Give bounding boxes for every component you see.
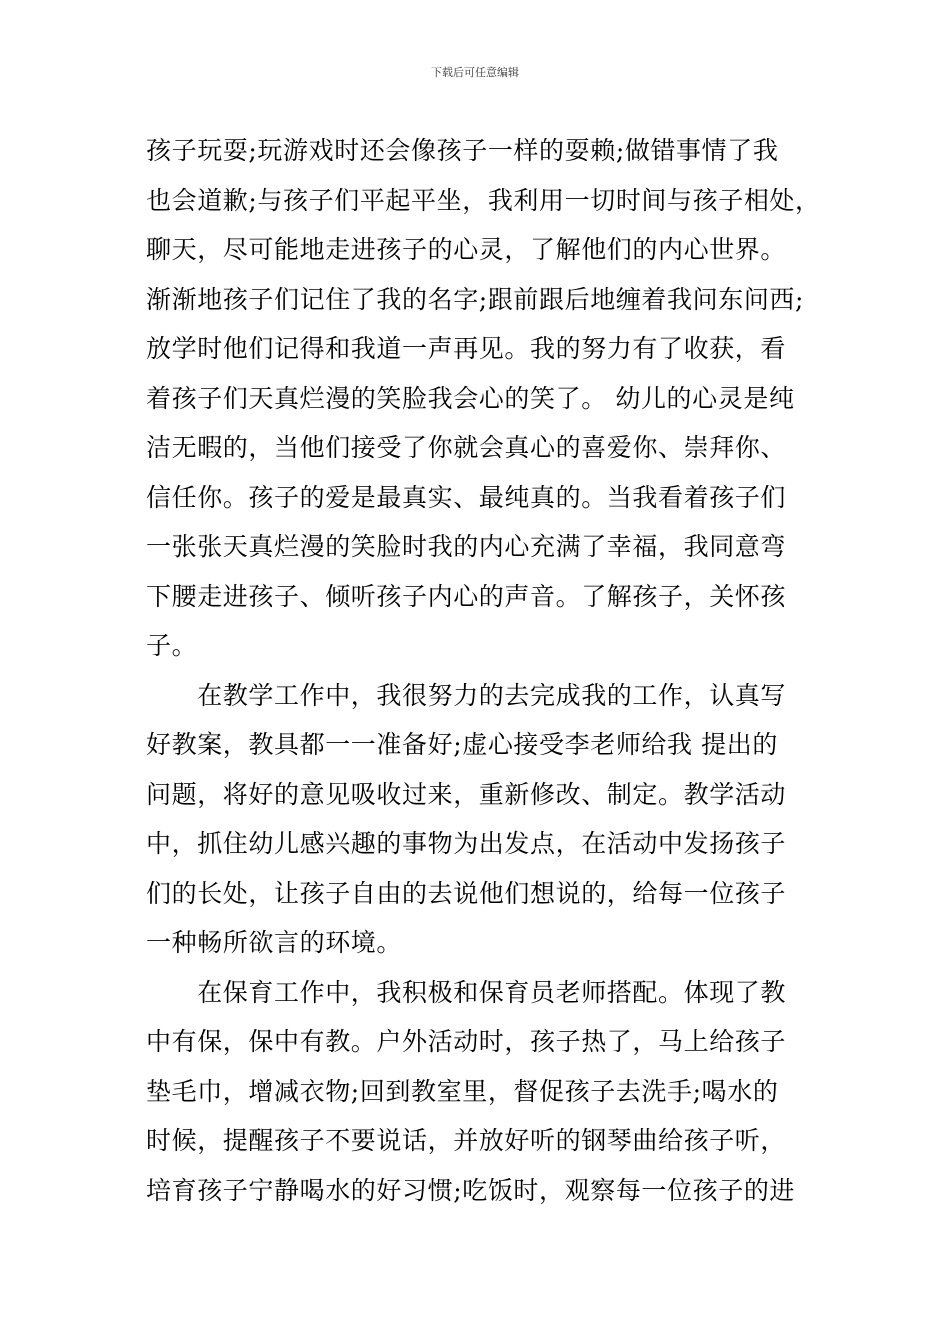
text-line: 垫毛巾，增减衣物;回到教室里，督促孩子去洗手;喝水的 [146, 1076, 779, 1106]
text-line: 在教学工作中，我很努力的去完成我的工作，认真写 [146, 680, 787, 710]
text-line: 中有保，保中有教。户外活动时，孩子热了，马上给孩子 [146, 1027, 787, 1056]
text-line: 培育孩子宁静喝水的好习惯;吃饭时，观察每一位孩子的进 [146, 1175, 796, 1205]
text-line: 着孩子们天真烂漫的笑脸我会心的笑了。 幼儿的心灵是纯 [146, 383, 795, 413]
text-line: 在保育工作中，我积极和保育员老师搭配。体现了教 [146, 977, 787, 1007]
text-line: 也会道歉;与孩子们平起平坐，我利用一切时间与孩子相处， [146, 185, 821, 215]
text-line: 问题，将好的意见吸收过来，重新修改、制定。教学活动 [146, 779, 787, 809]
text-line: 一张张天真烂漫的笑脸时我的内心充满了幸福，我同意弯 [146, 532, 787, 561]
text-line: 孩子玩耍;玩游戏时还会像孩子一样的耍赖;做错事情了我 [146, 136, 779, 165]
text-line: 子。 [146, 631, 198, 660]
text-line: 中，抓住幼儿感兴趣的事物为出发点，在活动中发扬孩子 [146, 829, 787, 858]
text-line: 放学时他们记得和我道一声再见。我的努力有了收获，看 [146, 334, 787, 363]
text-line: 聊天，尽可能地走进孩子的心灵，了解他们的内心世界。 [146, 235, 787, 264]
page-header: 下载后可任意编辑 [431, 66, 519, 79]
text-line: 下腰走进孩子、倾听孩子内心的声音。了解孩子，关怀孩 [146, 581, 787, 611]
text-line: 们的长处，让孩子自由的去说他们想说的，给每一位孩子 [146, 878, 787, 908]
text-line: 一种畅所欲言的环境。 [146, 928, 403, 957]
text-line: 渐渐地孩子们记住了我的名字;跟前跟后地缠着我问东问西; [146, 284, 805, 314]
text-line: 信任你。孩子的爱是最真实、最纯真的。当我看着孩子们 [146, 482, 787, 512]
text-line: 好教案，教具都一一准备好;虚心接受李老师给我 提出的 [146, 730, 778, 759]
text-line: 洁无暇的，当他们接受了你就会真心的喜爱你、崇拜你、 [146, 433, 787, 462]
text-line: 时候，提醒孩子不要说话，并放好听的钢琴曲给孩子听， [146, 1126, 787, 1155]
body-text [146, 126, 821, 1215]
